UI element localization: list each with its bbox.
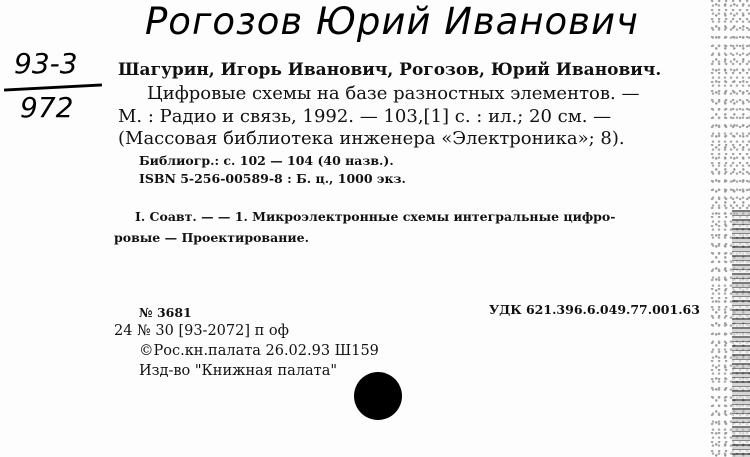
punch-hole: [354, 372, 402, 420]
bibliography-note: Библиогр.: с. 102 — 104 (40 назв.).: [139, 153, 394, 168]
record-heading: Шагурин, Игорь Иванович, Рогозов, Юрий Иванович.: [118, 60, 662, 80]
subjects-line-2: ровые — Проектирование.: [114, 230, 309, 245]
udk-code: УДК 621.396.6.049.77.001.63: [489, 302, 700, 317]
card-number: № 3681: [139, 305, 192, 320]
copyright-line: ©Рос.кн.палата 26.02.93 Ш159: [139, 343, 379, 359]
isbn-line: ISBN 5-256-00589-8 : Б. ц., 1000 экз.: [139, 171, 406, 186]
title-line-2: М. : Радио и связь, 1992. — 103,[1] с. : ил.; 20 см. —: [118, 106, 612, 127]
subjects-line-1: I. Соавт. — — 1. Микроэлектронные схемы интегральные цифро-: [135, 209, 616, 224]
handwritten-shelf-mark-bottom: 972: [20, 91, 74, 124]
print-line: 24 № 30 [93-2072] п оф: [114, 323, 289, 339]
scan-noise-edge-dark: [732, 210, 750, 457]
title-line-1: Цифровые схемы на базе разностных элементов. —: [147, 83, 640, 104]
publisher-line: Изд-во "Книжная палата": [139, 363, 338, 379]
title-line-3: (Массовая библиотека инженера «Электроника»; 8).: [118, 128, 625, 149]
handwritten-shelf-mark-top: 93-3: [14, 47, 78, 80]
handwritten-author-name: Рогозов Юрий Иванович: [145, 0, 639, 43]
